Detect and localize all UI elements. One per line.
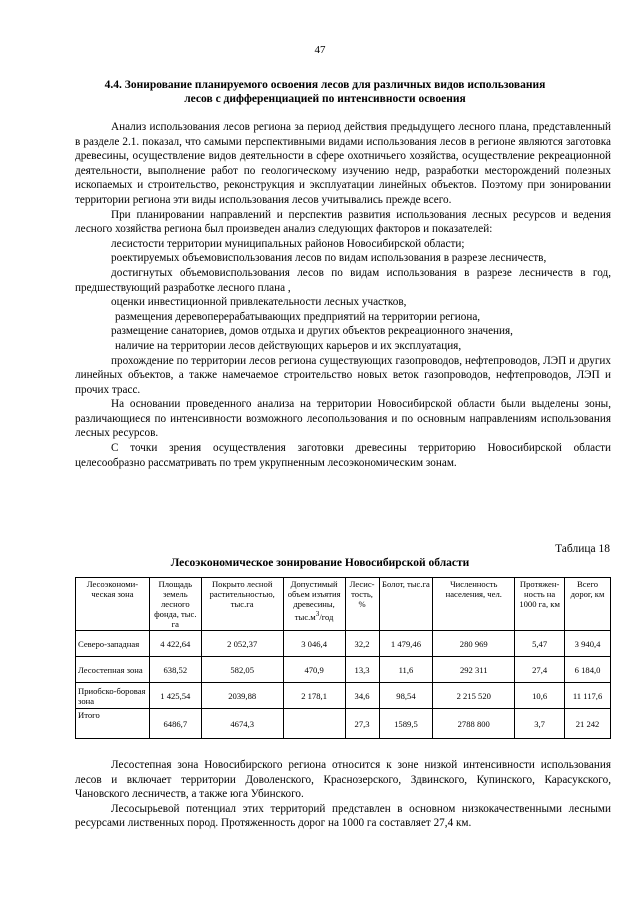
column-header: Численность населения, чел.: [433, 578, 515, 631]
paragraph: Лесостепная зона Новосибирского региона относится к зоне низкой интенсивности использования лесов и включает территории Доволенского, Краснозерского, Здвинского, Купинского, Карасукского, Чановского лесничеств, а также юга Убинского.: [75, 759, 611, 801]
table-cell: 98,54: [379, 683, 433, 709]
column-header: Болот, тыс.га: [379, 578, 433, 631]
table-cell: [283, 709, 345, 739]
list-item: достигнутых объемовиспользования лесов по видам использования в разрезе лесничеств в год, предшествующий разработке лесного плана ,: [75, 266, 611, 294]
column-header: Покрыто лесной растительностью, тыс.га: [201, 578, 283, 631]
table-label: Таблица 18: [555, 543, 610, 555]
table-cell: 32,2: [345, 631, 379, 657]
table-cell: 2 178,1: [283, 683, 345, 709]
table-cell: 6 184,0: [565, 657, 611, 683]
list-item: наличие на территории лесов действующих карьеров и их эксплуатация,: [115, 339, 462, 352]
paragraph: Анализ использования лесов региона за период действия предыдущего лесного плана, представленный в разделе 2.1. показал, что самыми перспективными видами использования лесов в регионе являются заготовка древесины, осуществление видов деятельности в сфере охотничьего хозяйства, осуществление рекреационной деятельности, выполнение работ по геологическому изучению недр, разработки месторождений полезных ископаемых и строительство, реконструкция и эксплуатации линейных объектов. Поэтому при зонировании территории региона эти виды использования лесов учитывались прежде всего.: [75, 121, 611, 206]
column-header-superscript: 3: [315, 610, 320, 618]
column-header: [283, 578, 345, 631]
table-cell: 2039,88: [201, 683, 283, 709]
table-cell: 5,47: [515, 631, 565, 657]
table-cell: 2 215 520: [433, 683, 515, 709]
table-cell: 638,52: [149, 657, 201, 683]
list-item: оценки инвестиционной привлекательности лесных участков,: [111, 296, 407, 309]
zoning-table: [75, 577, 611, 739]
column-header: Лесис-тость, %: [345, 578, 379, 631]
table-row: [76, 631, 611, 657]
table-cell: 27,3: [345, 709, 379, 739]
table-cell: 13,3: [345, 657, 379, 683]
column-header: Лесоэкономи-ческая зона: [76, 578, 150, 631]
table-cell: Приобско-боровая зона: [76, 683, 150, 709]
table-cell: Лесостепная зона: [76, 657, 150, 683]
list-item: размещения деревоперерабатывающих предприятий на территории региона,: [115, 310, 481, 323]
list-item: лесистости территории муниципальных районов Новосибирской области;: [111, 237, 465, 250]
table-cell: Итого: [76, 709, 150, 739]
table-cell: 582,05: [201, 657, 283, 683]
column-header: Всего дорог, км: [565, 578, 611, 631]
paragraph: Лесосырьевой потенциал этих территорий представлен в основном низкокачественными лесными ресурсами лиственных пород. Протяженность дорог на 1000 га составляет 27,4 км.: [75, 802, 611, 830]
table-cell: 3 940,4: [565, 631, 611, 657]
table-cell: 2788 800: [433, 709, 515, 739]
table-title: Лесоэкономическое зонирование Новосибирской области: [170, 557, 470, 569]
table-cell: 1 425,54: [149, 683, 201, 709]
paragraph: При планировании направлений и перспектив развития использования лесных ресурсов и ведения лесного хозяйства региона был произведен анализ следующих факторов и показателей:: [75, 208, 611, 236]
table-row: [76, 657, 611, 683]
table-cell: 4674,3: [201, 709, 283, 739]
column-header-text: Допустимый объем изъятия древесины, тыс.м: [287, 579, 341, 622]
table-cell: 280 969: [433, 631, 515, 657]
table-cell: 470,9: [283, 657, 345, 683]
paragraph: На основании проведенного анализа на территории Новосибирской области были выделены зоны, различающиеся по интенсивности возможного лесопользования и по основным направлениям использования лесных ресурсов.: [75, 398, 611, 440]
list-item: роектируемых объемовиспользования лесов по видам использования в разрезе лесничеств,: [111, 252, 547, 265]
list-item: прохождение по территории лесов региона существующих газопроводов, нефтепроводов, ЛЭП и других линейных объектов, а также намечаемое строительство новых веток газопроводов, нефтепроводов, ЛЭП и прочих трасс.: [75, 354, 611, 396]
table-cell: 292 311: [433, 657, 515, 683]
section-heading-line-1: 4.4. Зонирование планируемого освоения лесов для различных видов использования: [104, 79, 546, 91]
section-heading-line-2: лесов с дифференциацией по интенсивности освоения: [184, 93, 466, 105]
paragraph: С точки зрения осуществления заготовки древесины территорию Новосибирской области целесообразно рассматривать по трем укрупненным лесоэкономическим зонам.: [75, 442, 611, 469]
table-cell: 3 046,4: [283, 631, 345, 657]
table-cell: 27,4: [515, 657, 565, 683]
table-cell: 2 052,37: [201, 631, 283, 657]
table-cell: 4 422,64: [149, 631, 201, 657]
column-header-text-suffix: /год: [319, 611, 334, 622]
page-number: 47: [314, 44, 326, 56]
list-item: размещение санаториев, домов отдыха и других объектов рекреационного значения,: [111, 325, 513, 338]
table-cell: 1589,5: [379, 709, 433, 739]
column-header: Протяжен-ность на 1000 га, км: [515, 578, 565, 631]
table-row: [76, 683, 611, 709]
table-cell: 6486,7: [149, 709, 201, 739]
table-cell: 11 117,6: [565, 683, 611, 709]
table-cell: 10,6: [515, 683, 565, 709]
body-text-before-table: [75, 120, 611, 470]
column-header: Площадь земель лесного фонда, тыс. га: [149, 578, 201, 631]
table-cell: 3,7: [515, 709, 565, 739]
table-cell: Северо-западная: [76, 631, 150, 657]
table-cell: 34,6: [345, 683, 379, 709]
table-cell: 1 479,46: [379, 631, 433, 657]
table-header-row: [76, 578, 611, 631]
table-row: [76, 709, 611, 739]
section-heading: [75, 78, 575, 106]
body-text-after-table: [75, 758, 611, 831]
table-cell: 21 242: [565, 709, 611, 739]
table-cell: 11,6: [379, 657, 433, 683]
